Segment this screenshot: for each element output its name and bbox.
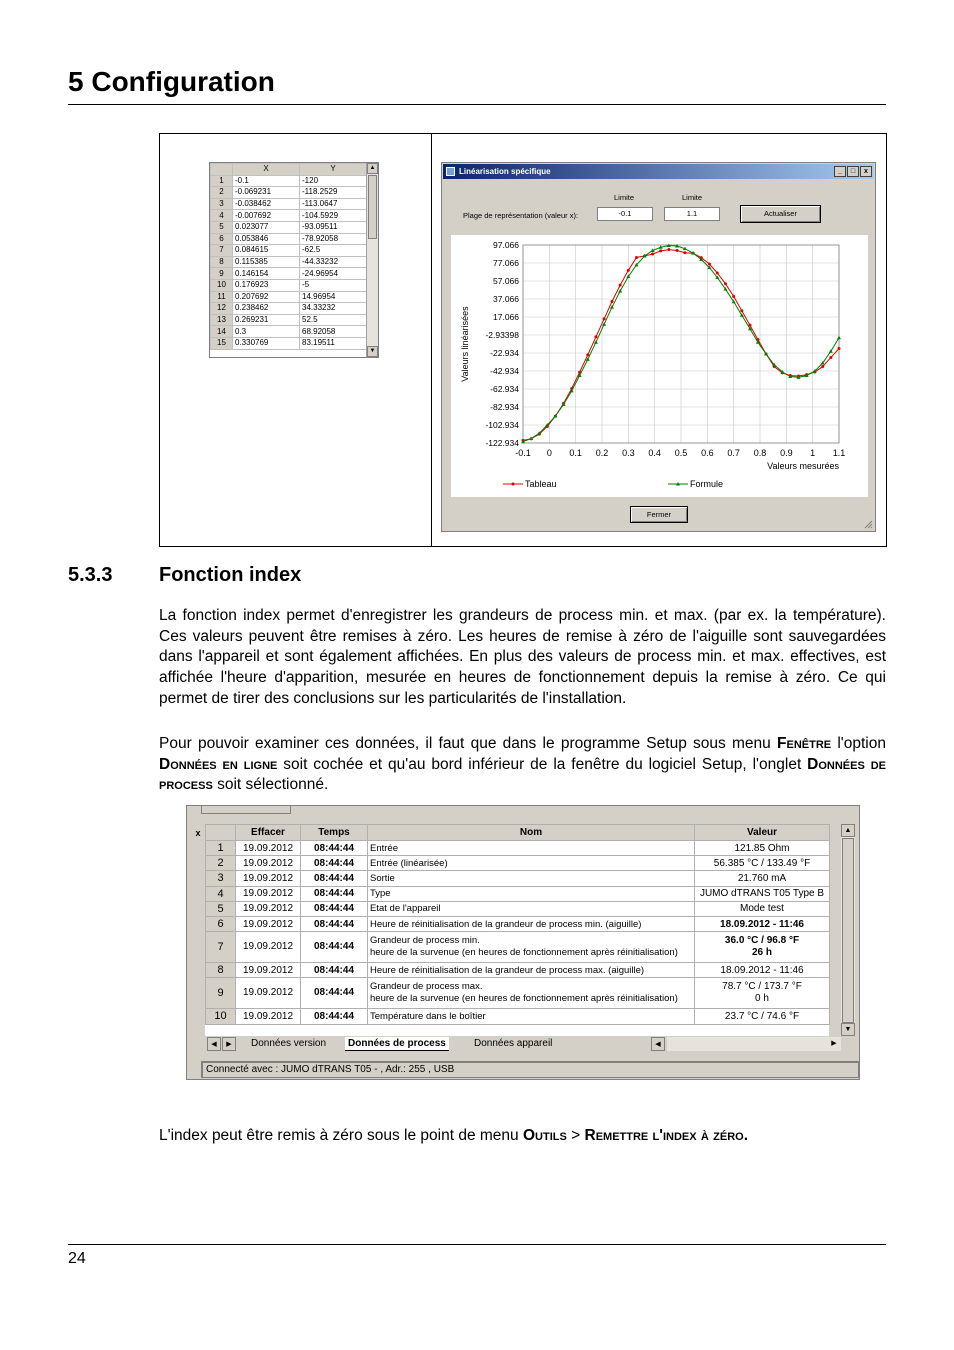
date-cell (236, 1009, 301, 1024)
scroll-thumb[interactable] (368, 175, 377, 239)
cell-text: 8 (217, 964, 224, 977)
window-titlebar (443, 164, 874, 179)
hscroll-right-icon[interactable]: ▶ (831, 1040, 837, 1047)
cell-text: 2 (217, 857, 224, 870)
sheet-row (211, 233, 367, 245)
data-point (676, 249, 679, 252)
tab-donnees-de-process-ref: Données de process (159, 755, 886, 794)
sheet-row (211, 268, 367, 280)
sheet-row (211, 245, 367, 257)
scroll-up-icon[interactable]: ▲ (841, 824, 855, 837)
row-number (206, 856, 236, 871)
cell-text: Heure de réinitialisation de la grandeur de process max. (aiguille) (370, 964, 645, 976)
col-nom[interactable]: Nom (368, 825, 695, 841)
x-tick-label: 0.5 (674, 448, 688, 458)
y-cell[interactable]: 68.92058 (300, 326, 367, 338)
sheet-scrollbar[interactable] (366, 163, 378, 357)
row-num-header (206, 825, 236, 841)
table-row[interactable] (206, 916, 830, 931)
sheet-row (211, 291, 367, 303)
sheet-row (211, 337, 367, 349)
tab-donnees-appareil[interactable]: Données appareil (474, 1038, 553, 1049)
x-tick-label: 0.1 (569, 448, 582, 458)
row-number (206, 901, 236, 916)
row-number: 1 (211, 175, 233, 187)
cell-text: Mode test (740, 903, 784, 915)
para-text: soit sélectionné. (212, 776, 329, 794)
cell-text: 08:44:44 (313, 842, 355, 854)
value-cell (695, 978, 830, 1009)
time-cell (301, 856, 368, 871)
table-row[interactable] (206, 886, 830, 901)
xy-table (209, 162, 379, 358)
para-text: L'index peut être remis à zéro sous le point de menu (159, 1127, 523, 1144)
y-tick-label: -102.934 (485, 420, 519, 430)
data-point (651, 253, 654, 256)
y-tick-label: -122.934 (485, 438, 519, 448)
cell-text: 18.09.2012 - 11:46 (720, 918, 804, 930)
name-cell (368, 916, 695, 931)
data-point (586, 353, 589, 356)
date-cell (236, 871, 301, 886)
sheet-row (211, 221, 367, 233)
row-number: 14 (211, 326, 233, 338)
x-cell[interactable]: 0.023077 (233, 221, 300, 233)
cell-text: 08:44:44 (313, 964, 355, 976)
table-row[interactable] (206, 963, 830, 978)
value-cell (695, 916, 830, 931)
y-tick-label: -62.934 (490, 384, 519, 394)
process-data-table (205, 824, 830, 1025)
time-cell (301, 932, 368, 963)
data-point (619, 284, 622, 287)
name-cell (368, 1009, 695, 1024)
y-cell[interactable]: -93.09511 (300, 221, 367, 233)
data-point (683, 251, 686, 254)
limit-label-max: Limite (682, 193, 703, 202)
cell-text: 19.09.2012 (242, 888, 294, 900)
process-data-window (186, 805, 860, 1080)
y-cell[interactable]: -118.2529 (300, 187, 367, 199)
menu-remettre-index: Remettre l'index à zéro. (584, 1127, 748, 1144)
name-cell (368, 978, 695, 1009)
cell-text: 08:44:44 (313, 903, 355, 915)
y-tick-label: 17.066 (493, 312, 519, 322)
sheet-row (211, 303, 367, 315)
x-tick-label: 1.1 (832, 448, 846, 458)
row-number: 9 (211, 268, 233, 280)
sheet-row (211, 279, 367, 291)
cell-text: 19.09.2012 (242, 987, 294, 999)
cell-text: Sortie (370, 872, 395, 884)
table-scrollbar[interactable] (841, 824, 855, 1036)
y-cell[interactable]: -24.96954 (300, 268, 367, 280)
limit-min-input[interactable]: -0.1 (597, 207, 653, 221)
table-row[interactable] (206, 841, 830, 856)
time-cell (301, 978, 368, 1009)
cell-text: 121.85 Ohm (734, 842, 790, 854)
table-row[interactable] (206, 871, 830, 886)
cell-text: 19.09.2012 (242, 857, 294, 869)
row-number: 2 (211, 187, 233, 199)
cell-text: 08:44:44 (313, 1010, 355, 1022)
cell-text: Entrée (linéarisée) (370, 857, 448, 869)
tab-strip (205, 1036, 845, 1052)
date-cell (236, 916, 301, 931)
figure-divider (431, 133, 432, 547)
cell-text: 08:44:44 (313, 872, 355, 884)
legend-label: Tableau (525, 479, 557, 489)
date-cell (236, 841, 301, 856)
close-button[interactable]: x (860, 166, 872, 177)
row-number: 7 (211, 245, 233, 257)
data-point (594, 335, 597, 338)
cell-text: 08:44:44 (313, 918, 355, 930)
data-point (829, 356, 832, 359)
menu-separator: > (566, 1127, 585, 1144)
hscroll-left-icon[interactable]: ◀ (651, 1037, 665, 1051)
section-number: 5.3.3 (68, 564, 113, 586)
row-number (206, 886, 236, 901)
row-number: 13 (211, 314, 233, 326)
x-cell[interactable]: -0.007692 (233, 210, 300, 222)
x-tick-label: 0.9 (780, 448, 793, 458)
cell-text: Grandeur de process min. (370, 935, 480, 947)
cell-text: 08:44:44 (313, 987, 355, 999)
data-point (635, 256, 638, 259)
data-point (603, 317, 606, 320)
x-cell[interactable]: 0.238462 (233, 303, 300, 315)
scroll-thumb[interactable] (842, 838, 854, 1023)
x-tick-label: 0.2 (595, 448, 609, 458)
x-cell[interactable]: 0.207692 (233, 291, 300, 303)
x-cell[interactable]: 0.3 (233, 326, 300, 338)
row-number: 15 (211, 337, 233, 349)
x-cell[interactable]: 0.269231 (233, 314, 300, 326)
sheet-row (211, 175, 367, 187)
y-tick-label: -22.934 (490, 348, 519, 358)
para-text: l'option (831, 735, 886, 752)
x-tick-label: 0.4 (648, 448, 661, 458)
tab-donnees-version[interactable]: Données version (251, 1038, 327, 1049)
cell-text: 10 (214, 1010, 227, 1023)
cell-text: heure de la survenue (en heures de fonctionnement après réinitialisation) (370, 993, 678, 1005)
y-tick-label: 77.066 (493, 258, 519, 268)
row-number: 10 (211, 279, 233, 291)
row-number (206, 978, 236, 1009)
date-cell (236, 901, 301, 916)
cell-text: 19.09.2012 (242, 903, 294, 915)
x-tick-label: 0.7 (727, 448, 740, 458)
cell-text: 1 (217, 842, 224, 855)
header-rule (68, 104, 886, 105)
date-cell (236, 978, 301, 1009)
cell-text: 21.760 mA (737, 872, 787, 884)
cell-text: Température dans le boîtier (370, 1010, 486, 1022)
sheet-row (211, 326, 367, 338)
row-number (206, 932, 236, 963)
value-cell (695, 856, 830, 871)
cell-text: 4 (217, 887, 224, 900)
cell-text: 18.09.2012 - 11:46 (720, 964, 804, 976)
y-tick-label: 57.066 (493, 276, 519, 286)
status-bar: Connecté avec : JUMO dTRANS T05 - , Adr.: 255 , USB (201, 1061, 859, 1078)
y-cell[interactable]: -104.5929 (300, 210, 367, 222)
name-cell (368, 856, 695, 871)
cell-text: 5 (217, 902, 224, 915)
data-point (611, 300, 614, 303)
y-tick-label: -2.93398 (485, 330, 519, 340)
scroll-down-icon[interactable]: ▼ (841, 1023, 855, 1036)
page-number: 24 (68, 1250, 86, 1267)
sheet-row (211, 198, 367, 210)
x-axis-label: Valeurs mesurées (767, 461, 839, 471)
scroll-down-icon[interactable]: ▼ (367, 346, 378, 357)
section-title: Fonction index (159, 564, 302, 586)
row-number (206, 963, 236, 978)
row-number: 4 (211, 210, 233, 222)
data-point (837, 336, 841, 340)
footer-rule (68, 1244, 886, 1245)
x-cell[interactable]: -0.1 (233, 175, 300, 187)
x-tick-label: 0.6 (701, 448, 714, 458)
scroll-up-icon[interactable]: ▲ (367, 163, 378, 174)
hscroll-track[interactable] (667, 1037, 841, 1051)
cell-text: Entrée (370, 842, 398, 854)
window-icon (446, 167, 455, 176)
cell-text: 9 (217, 987, 224, 1000)
linearisation-chart (451, 235, 868, 497)
value-cell (695, 963, 830, 978)
chapter-title: 5 Configuration (68, 66, 275, 97)
sheet-row (211, 187, 367, 199)
row-number (206, 871, 236, 886)
para-text: Pour pouvoir examiner ces données, il faut que dans le programme Setup sous menu (159, 735, 778, 752)
close-panel-button[interactable]: x (195, 828, 201, 838)
x-cell[interactable]: 0.176923 (233, 279, 300, 291)
cell-text: 23.7 °C / 74.6 °F (724, 1010, 800, 1022)
y-cell[interactable]: 83.19511 (300, 337, 367, 349)
data-point (716, 271, 719, 274)
row-number: 5 (211, 221, 233, 233)
col-effacer[interactable]: Effacer (236, 825, 301, 841)
y-tick-label: -42.934 (490, 366, 519, 376)
cell-text: 7 (217, 941, 224, 954)
x-cell[interactable]: 0.084615 (233, 245, 300, 257)
range-label: Plage de représentation (valeur x): (463, 211, 579, 220)
table-row[interactable] (206, 901, 830, 916)
limit-max-input[interactable]: 1.1 (664, 207, 720, 221)
row-number: 12 (211, 303, 233, 315)
x-tick-label: -0.1 (515, 448, 531, 458)
y-axis-label: Valeurs linéarisées (460, 306, 470, 382)
x-tick-label: 0.8 (753, 448, 767, 458)
time-cell (301, 841, 368, 856)
y-tick-label: 97.066 (493, 240, 519, 250)
y-tick-label: 37.066 (493, 294, 519, 304)
data-point (732, 295, 735, 298)
name-cell (368, 963, 695, 978)
value-cell (695, 932, 830, 963)
cell-text: Type (370, 888, 391, 900)
col-temps[interactable]: Temps (301, 825, 368, 841)
x-cell[interactable]: 0.115385 (233, 256, 300, 268)
x-tick-label: 0.3 (622, 448, 635, 458)
option-donnees-en-ligne: Données en ligne (159, 755, 278, 773)
cell-text: 19.09.2012 (242, 918, 294, 930)
time-cell (301, 963, 368, 978)
date-cell (236, 932, 301, 963)
col-valeur[interactable]: Valeur (695, 825, 830, 841)
x-tick-label: 1 (810, 448, 816, 458)
x-tick-label: 0 (546, 448, 552, 458)
y-cell[interactable]: -113.0647 (300, 198, 367, 210)
x-cell[interactable]: -0.038462 (233, 198, 300, 210)
window-tab-fragment (201, 806, 291, 814)
x-cell[interactable]: 0.330769 (233, 337, 300, 349)
tab-prev-icon[interactable]: ◀ (207, 1037, 221, 1051)
data-point (667, 248, 670, 251)
cell-text: 19.09.2012 (242, 941, 294, 953)
update-button[interactable]: Actualiser (740, 205, 821, 223)
data-point (659, 249, 662, 252)
y-cell[interactable]: -120 (300, 175, 367, 187)
row-number: 3 (211, 198, 233, 210)
tab-next-icon[interactable]: ▶ (222, 1037, 236, 1051)
table-row[interactable] (206, 856, 830, 871)
cell-text: 19.09.2012 (242, 842, 294, 854)
date-cell (236, 963, 301, 978)
time-cell (301, 871, 368, 886)
data-point (838, 347, 841, 350)
name-cell (368, 886, 695, 901)
value-cell (695, 886, 830, 901)
col-header-x: X (233, 164, 300, 176)
table-row[interactable] (206, 1009, 830, 1024)
minimize-button[interactable]: _ (834, 166, 846, 177)
cell-text: 08:44:44 (313, 941, 355, 953)
cell-text: 19.09.2012 (242, 1010, 294, 1022)
time-cell (301, 886, 368, 901)
sheet-row (211, 314, 367, 326)
menu-outils: Outils (522, 1127, 567, 1144)
row-number: 8 (211, 256, 233, 268)
y-cell[interactable]: -62.5 (300, 245, 367, 257)
x-cell[interactable]: -0.069231 (233, 187, 300, 199)
value-cell (695, 1009, 830, 1024)
cell-text: Grandeur de process max. (370, 981, 483, 993)
data-point (740, 309, 743, 312)
cell-text: 0 h (755, 993, 769, 1005)
y-cell[interactable]: -44.33232 (300, 256, 367, 268)
x-cell[interactable]: 0.053846 (233, 233, 300, 245)
cell-text: heure de la survenue (en heures de fonctionnement après réinitialisation) (370, 947, 678, 959)
tab-donnees-de-process[interactable]: Données de process (345, 1037, 449, 1051)
y-cell[interactable]: -78.92058 (300, 233, 367, 245)
window-title: Linéarisation spécifique (459, 167, 551, 176)
cell-text: Heure de réinitialisation de la grandeur de process min. (aiguille) (370, 918, 642, 930)
y-cell[interactable]: 14.96954 (300, 291, 367, 303)
x-cell[interactable]: 0.146154 (233, 268, 300, 280)
name-cell (368, 841, 695, 856)
cell-text: Etat de l'appareil (370, 903, 441, 915)
name-cell (368, 932, 695, 963)
paragraph-intro: La fonction index permet d'enregistrer les grandeurs de process min. et max. (par ex. la température). Ces valeurs peuvent être remises à zéro. Les heures de remise à zéro de l'aiguille sont sauvegardées dans l'appareil et sont également affichées. En plus des valeurs de process min. et max. effectives, est affichée l'heure d'apparition, mesurée en heures de fonctionnement depuis la remise à zéro. Ce qui permet de tirer des conclusions sur les particularités de l'installation. (159, 607, 886, 707)
cell-text: 3 (217, 872, 224, 885)
cell-text: 08:44:44 (313, 888, 355, 900)
value-cell (695, 841, 830, 856)
name-cell (368, 901, 695, 916)
time-cell (301, 916, 368, 931)
cell-text: 78.7 °C / 173.7 °F (722, 981, 802, 993)
row-number (206, 841, 236, 856)
date-cell (236, 886, 301, 901)
row-number: 6 (211, 233, 233, 245)
row-number (206, 916, 236, 931)
cell-text: 6 (217, 918, 224, 931)
cell-text: 36.0 °C / 96.8 °F (724, 935, 800, 947)
sheet-row (211, 256, 367, 268)
name-cell (368, 871, 695, 886)
data-point (627, 269, 630, 272)
linearisation-window (441, 162, 876, 532)
data-point (708, 262, 711, 265)
limit-label-min: Limite (614, 193, 635, 202)
paragraph-setup (159, 734, 886, 796)
legend-marker (512, 483, 515, 486)
row-number: 11 (211, 291, 233, 303)
cell-text: 19.09.2012 (242, 964, 294, 976)
row-number (206, 1009, 236, 1024)
cell-text: 26 h (751, 947, 772, 959)
y-cell[interactable]: -5 (300, 279, 367, 291)
legend-label: Formule (690, 479, 724, 489)
y-tick-label: -82.934 (490, 402, 519, 412)
time-cell (301, 1009, 368, 1024)
paragraph-reset (159, 1126, 886, 1147)
maximize-button[interactable]: □ (847, 166, 859, 177)
time-cell (301, 901, 368, 916)
cell-text: 08:44:44 (313, 857, 355, 869)
y-cell[interactable]: 52.5 (300, 314, 367, 326)
menu-fenetre: Fenêtre (777, 735, 832, 752)
table-row[interactable] (206, 932, 830, 963)
cell-text: 56.385 °C / 133.49 °F (713, 857, 811, 869)
col-header-y: Y (300, 164, 367, 176)
data-point (724, 282, 727, 285)
sheet-row (211, 210, 367, 222)
table-row[interactable] (206, 978, 830, 1009)
value-cell (695, 871, 830, 886)
cell-text: JUMO dTRANS T05 Type B (699, 888, 825, 900)
para-text: soit cochée et qu'au bord inférieur de la fenêtre du logiciel Setup, l'onglet (277, 755, 808, 773)
value-cell (695, 901, 830, 916)
resize-grip-icon[interactable] (863, 519, 873, 529)
cell-text: 19.09.2012 (242, 872, 294, 884)
data-point (821, 365, 824, 368)
process-table-area (205, 824, 829, 1036)
y-cell[interactable]: 34.33232 (300, 303, 367, 315)
close-window-button[interactable]: Fermer (630, 506, 688, 523)
date-cell (236, 856, 301, 871)
corner-cell (211, 164, 233, 176)
